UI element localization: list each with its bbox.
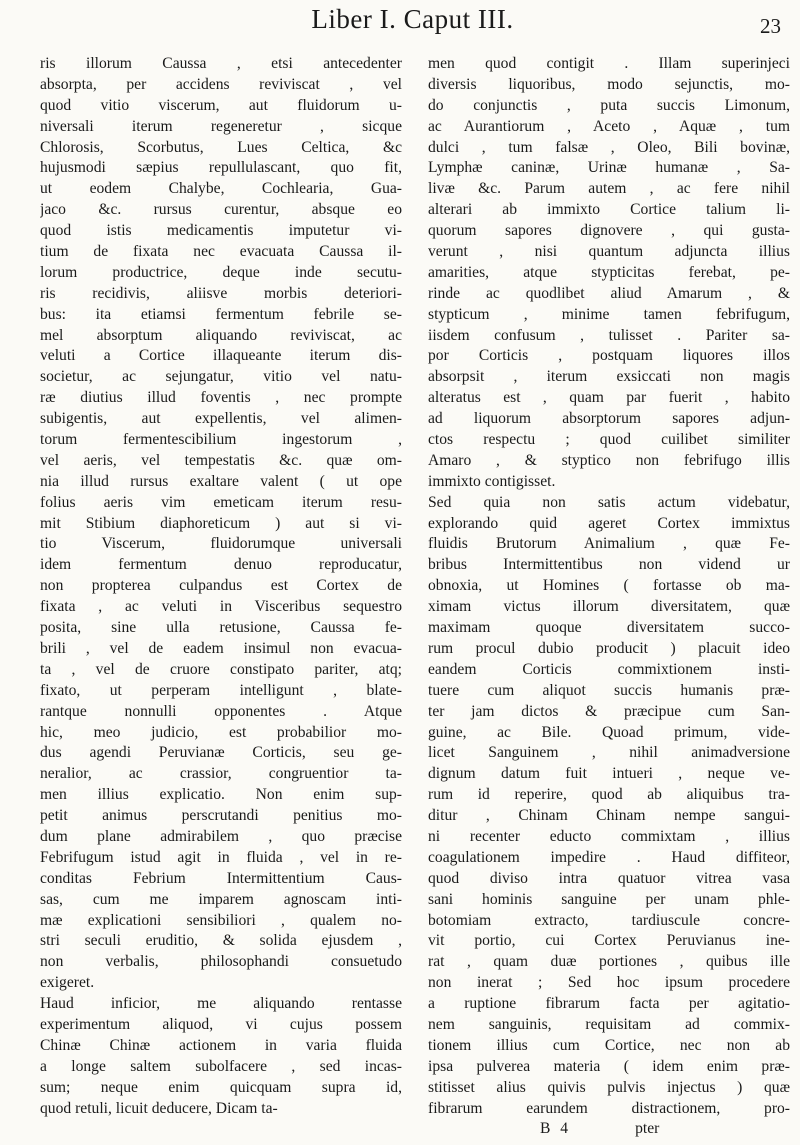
text-line: dus agendi Peruvianæ Corticis, seu ge- xyxy=(40,744,402,762)
text-line: non propterea culpandus est Cortex de xyxy=(40,577,402,595)
text-line: botomiam extracto, tardiuscule concre- xyxy=(428,911,790,929)
text-line: quod istis medicamentis imputetur vi- xyxy=(40,222,402,240)
text-line: petit animus perscrutandi penitius mo- xyxy=(40,807,402,825)
text-line: posita, sine ulla retusione, Caussa fe- xyxy=(40,619,402,637)
text-line: Lymphæ caninæ, Urinæ humanæ , Sa- xyxy=(428,159,790,177)
text-line: mel absorptum aliquando reviviscat, ac xyxy=(40,326,402,344)
text-line: sas, cum me imparem agnoscam inti- xyxy=(40,890,402,908)
text-line: conditas Febrium Intermittentium Caus- xyxy=(40,869,402,887)
text-line: rinde ac quodlibet aliud Amarum , & xyxy=(428,284,790,302)
text-line: subigentis, aut expellentis, vel alimen- xyxy=(40,410,402,428)
text-line: quod retuli, licuit deducere, Dicam ta- xyxy=(40,1099,278,1117)
text-line: maximam quoque diversitatem succo- xyxy=(428,619,790,637)
text-line: tuere cum aliquot succis humanis præ- xyxy=(428,681,790,699)
text-line: sani hominis sanguine per unam phle- xyxy=(428,890,790,908)
text-columns xyxy=(40,54,790,1140)
text-line: stitisset alius quivis pulvis injectus ) quæ xyxy=(428,1078,790,1096)
text-line: rat , quam duæ portiones , quibus ille xyxy=(428,953,790,971)
text-line: rum procul dubio producit ) placuit ideo xyxy=(428,639,790,657)
text-line: niversali iterum regeneretur , sicque xyxy=(40,117,402,135)
text-line: dignum datum fuit intueri , neque ve- xyxy=(428,765,790,783)
text-line: torum fermentescibilium ingestorum , xyxy=(40,431,402,449)
text-line: ipsa pulverea materia ( idem enim præ- xyxy=(428,1057,790,1075)
text-line: quod diviso intra quatuor vitrea vasa xyxy=(428,869,790,887)
text-line: exigeret. xyxy=(40,974,95,992)
catchword: pter xyxy=(635,1120,660,1138)
text-line: por Corticis , postquam liquores illos xyxy=(428,347,790,365)
text-line: quod vitio viscerum, aut fluidorum u- xyxy=(40,96,402,114)
text-line: brili , vel de eadem insimul non evacua- xyxy=(40,639,402,657)
text-line: licet Sanguinem , nihil animadversione xyxy=(428,744,790,762)
text-line: Amaro , & styptico non febrifugo illis xyxy=(428,451,790,469)
text-line: ter jam dictos & præcipue cum San- xyxy=(428,702,790,720)
text-line: diversis liquoribus, modo sejunctis, mo- xyxy=(428,75,790,93)
text-line: non verbalis, philosophandi consuetudo xyxy=(40,953,402,971)
text-line: lorum productrice, deque inde secutu- xyxy=(40,263,402,281)
text-line: mæ explicationi sensibiliori , qualem no- xyxy=(40,911,402,929)
text-line: guine, ac Bile. Quoad primum, vide- xyxy=(428,723,790,741)
text-line: bribus Intermittentibus non vidend ur xyxy=(428,556,790,574)
right-column xyxy=(428,54,790,1140)
text-line: ac Aurantiorum , Aceto , Aquæ , tum xyxy=(428,117,790,135)
text-line: dulci , tum falsæ , Oleo, Bili bovinæ, xyxy=(428,138,790,156)
text-line: livæ &c. Parum autem , ac fere nihil xyxy=(428,180,790,198)
text-line: a longe saltem subolfacere , sed incas- xyxy=(40,1057,402,1075)
signature-mark: B 4 xyxy=(540,1120,572,1138)
text-line: do conjunctis , puta succis Limonum, xyxy=(428,96,790,114)
text-line: tium de fixata nec evacuata Caussa il- xyxy=(40,243,402,261)
text-line: veluti a Cortice illaqueante iterum dis- xyxy=(40,347,402,365)
text-line: explorando quid ageret Cortex immixtus xyxy=(428,514,790,532)
text-line: obnoxia, ut Homines ( fortasse ob ma- xyxy=(428,577,790,595)
text-line: stri seculi eruditio, & solida ejusdem , xyxy=(40,932,402,950)
text-line: neralior, ac crassior, congruentior ta- xyxy=(40,765,402,783)
text-line: verunt , nisi quantum adjuncta illius xyxy=(428,243,790,261)
text-line: hujusmodi sæpius repullulascant, quo fit, xyxy=(40,159,402,177)
text-line: Haud inficior, me aliquando rentasse xyxy=(40,995,402,1013)
text-line: Febrifugum istud agit in fluida , vel in re- xyxy=(40,848,402,866)
text-line: ræ diutius illud foventis , nec prompte xyxy=(40,389,402,407)
text-line: rantque nonnulli opponentes . Atque xyxy=(40,702,402,720)
text-line: nia illud rursus exaltare valent ( ut ope xyxy=(40,472,402,490)
text-line: nem sanguinis, requisitam ad commix- xyxy=(428,1015,790,1033)
running-title: Liber I. Caput III. xyxy=(311,4,514,34)
text-line: fibrarum earundem distractionem, pro- xyxy=(428,1099,790,1117)
text-line: vel aeris, vel tempestatis &c. quæ om- xyxy=(40,451,402,469)
text-line: tio Viscerum, fluidorumque universali xyxy=(40,535,402,553)
running-head xyxy=(40,4,785,46)
text-line: quorum sapores dignovere , qui gusta- xyxy=(428,222,790,240)
text-line: stypticum , minime tamen febrifugum, xyxy=(428,305,790,323)
text-line: alterari ab immixto Cortice talium li- xyxy=(428,201,790,219)
text-line: ris illorum Caussa , etsi antecedenter xyxy=(40,55,402,72)
text-line: ut eodem Chalybe, Cochlearia, Gua- xyxy=(40,180,402,198)
text-line: amarities, atque stypticitas ferebat, pe- xyxy=(428,263,790,281)
text-line: rum id reperire, quod ab aliquibus tra- xyxy=(428,786,790,804)
text-line: alteratus est , quam par fuerit , habito xyxy=(428,389,790,407)
text-line: jaco &c. rursus curentur, absque eo xyxy=(40,201,402,219)
text-line: ditur , Chinam Chinam nempe sangui- xyxy=(428,807,790,825)
text-line: fixata , ac veluti in Visceribus sequestro xyxy=(40,598,402,616)
text-line: a ruptione fibrarum facta per agitatio- xyxy=(428,995,790,1013)
footer-line xyxy=(428,1119,790,1140)
text-line: hic, meo judicio, est probabilior mo- xyxy=(40,723,402,741)
page-number: 23 xyxy=(760,14,781,38)
text-line: idem fermentum denuo reproducatur, xyxy=(40,556,402,574)
text-line: societur, ac sejungatur, vitio vel natu- xyxy=(40,368,402,386)
text-line: ad liquorum absorptorum sapores adjun- xyxy=(428,410,790,428)
text-line: fixato, ut perperam intelligunt , blate- xyxy=(40,681,402,699)
text-line: ris recidivis, aliisve morbis deteriori- xyxy=(40,284,402,302)
text-line: ximam victus illorum diversitatem, quæ xyxy=(428,598,790,616)
text-line: Chinæ Chinæ actionem in varia fluida xyxy=(40,1036,402,1054)
text-line: tionem illius cum Cortice, nec non ab xyxy=(428,1036,790,1054)
text-line: dum plane admirabilem , quo præcise xyxy=(40,827,402,845)
text-line: bus: ita etiamsi fermentum febrile se- xyxy=(40,305,402,323)
text-line: eandem Corticis commixtionem insti- xyxy=(428,660,790,678)
text-line: immixto contigisset. xyxy=(428,472,556,490)
text-line: Sed quia non satis actum videbatur, xyxy=(428,493,790,511)
text-line: ni recenter educto commixtam , illius xyxy=(428,827,790,845)
text-line: absorpta, per accidens reviviscat , vel xyxy=(40,75,402,93)
text-line: men quod contigit . Illam superinjeci xyxy=(428,55,790,72)
text-line: folius aeris vim emeticam iterum resu- xyxy=(40,493,402,511)
text-line: sum; neque enim quicquam supra id, xyxy=(40,1078,402,1096)
left-column xyxy=(40,54,402,1140)
text-line: fluidis Brutorum Animalium , quæ Fe- xyxy=(428,535,790,553)
text-line: ta , vel de cruore constipato pariter, atq; xyxy=(40,660,402,678)
text-line: mit Stibium diaphoreticum ) aut si vi- xyxy=(40,514,402,532)
text-line: experimentum aliquod, vi cujus possem xyxy=(40,1015,402,1033)
text-line: vit portio, cui Cortex Peruvianus ine- xyxy=(428,932,790,950)
text-line: non inerat ; Sed hoc ipsum procedere xyxy=(428,974,790,992)
text-line: ctos respectu ; quod cuilibet similiter xyxy=(428,431,790,449)
text-line: iisdem confusum , tulisset . Pariter sa- xyxy=(428,326,790,344)
text-line: absorpsit , iterum exsiccati non magis xyxy=(428,368,790,386)
text-line: men illius explicatio. Non enim sup- xyxy=(40,786,402,804)
text-line: coagulationem impedire . Haud diffiteor, xyxy=(428,848,790,866)
right-column-lines xyxy=(428,54,790,1119)
text-line: Chlorosis, Scorbutus, Lues Celtica, &c xyxy=(40,138,402,156)
